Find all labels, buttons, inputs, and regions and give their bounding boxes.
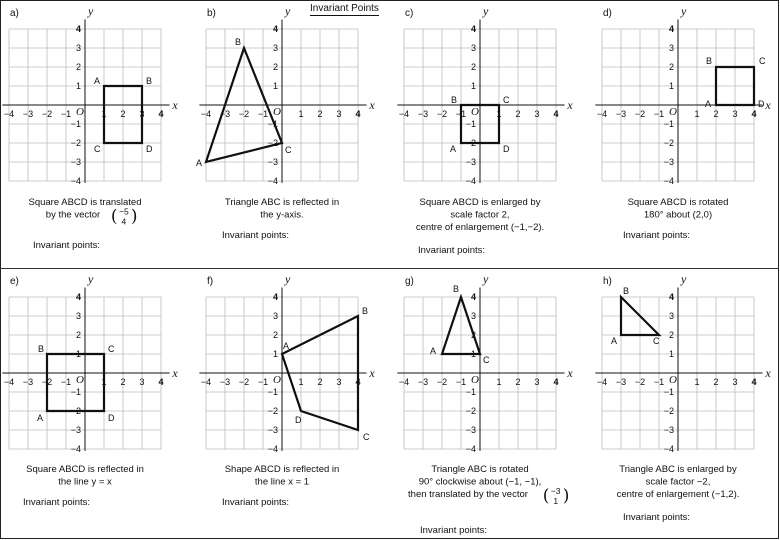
panel-letter: e) [10,276,19,287]
y-tick-label: 2 [668,62,674,72]
description-line: 90° clockwise about (−1, −1), [418,476,542,488]
vertex-label-c: C [483,355,490,365]
y-tick-label: −1 [267,119,278,129]
x-tick-label: −1 [257,109,269,119]
invariant-points-prompt: Invariant points: [420,525,488,536]
y-tick-label: −2 [70,406,81,416]
vertex-label-b: B [146,76,153,86]
y-tick-label: −2 [267,406,278,416]
y-axis-label: y [285,3,291,18]
worksheet-title: Invariant Points [310,3,379,14]
vertex-label-b: B [362,306,369,316]
origin-label: O [669,106,677,118]
x-tick-label: −2 [41,377,53,387]
origin-label: O [273,374,281,386]
vertex-label-a: A [705,99,712,109]
x-tick-label: 4 [355,377,361,387]
vertex-label-b: B [451,95,458,105]
y-tick-label: −1 [465,387,476,397]
y-tick-label: −4 [267,444,278,454]
y-tick-label: 1 [272,349,278,359]
x-tick-label: −2 [634,109,646,119]
invariant-points-prompt: Invariant points: [222,230,290,241]
y-tick-label: 1 [470,81,476,91]
y-tick-label: 4 [668,292,674,302]
vector-bracket-right: ) [562,486,570,506]
y-tick-label: −2 [663,406,674,416]
y-tick-label: −3 [663,157,674,167]
y-tick-label: −4 [267,176,278,186]
invariant-points-prompt: Invariant points: [23,497,91,508]
x-tick-label: 2 [120,109,126,119]
x-tick-label: −2 [634,377,646,387]
x-tick-label: −3 [22,377,34,387]
x-tick-label: 3 [732,377,738,387]
y-tick-label: 4 [272,292,278,302]
x-tick-label: 1 [101,377,107,387]
y-tick-label: −3 [663,425,674,435]
y-tick-label: 2 [668,330,674,340]
y-tick-label: 3 [75,311,81,321]
description-line: then translated by the vector [408,489,528,500]
x-axis-label: x [172,98,178,112]
x-tick-label: 3 [534,109,540,119]
y-tick-label: −1 [70,119,81,129]
x-tick-label: −4 [3,377,15,387]
vertex-label-b: B [235,37,242,47]
y-tick-label: 1 [75,349,81,359]
y-tick-label: −3 [70,425,81,435]
vertex-label-d: D [295,415,302,425]
x-tick-label: −4 [596,377,608,387]
y-tick-label: 2 [272,62,278,72]
x-axis-label: x [765,98,771,112]
panel-letter: b) [207,8,216,19]
y-tick-label: 3 [668,311,674,321]
x-tick-label: 2 [713,109,719,119]
y-tick-label: 2 [470,62,476,72]
y-tick-label: 3 [75,43,81,53]
y-tick-label: −2 [663,138,674,148]
y-tick-label: 4 [668,24,674,34]
vertex-label-c: C [285,145,292,155]
y-tick-label: 1 [75,81,81,91]
x-tick-label: 3 [139,377,145,387]
invariant-points-prompt: Invariant points: [623,230,691,241]
description-line: the y-axis. [260,209,304,221]
x-tick-label: −1 [455,109,467,119]
panel-b [196,4,375,241]
x-tick-label: −1 [60,109,72,119]
vertex-label-c: C [94,144,101,154]
y-tick-label: −3 [70,157,81,167]
x-tick-label: 3 [534,377,540,387]
x-axis-label: x [172,366,178,380]
y-tick-label: −3 [267,425,278,435]
x-tick-label: −1 [653,109,665,119]
x-tick-label: −1 [257,377,269,387]
panel-letter: a) [10,8,19,19]
x-tick-label: 4 [553,377,559,387]
x-tick-label: −4 [398,109,410,119]
y-tick-label: 3 [470,43,476,53]
vertex-label-a: A [196,158,203,168]
y-tick-label: −3 [267,157,278,167]
vector-top: −3 [550,486,561,496]
x-tick-label: −2 [436,109,448,119]
invariant-points-prompt: Invariant points: [623,512,691,523]
description-line: scale factor −2, [645,476,711,488]
x-axis-label: x [567,366,573,380]
x-tick-label: 1 [298,109,304,119]
x-tick-label: 4 [158,377,164,387]
x-tick-label: 3 [139,109,145,119]
description-line: Square ABCD is reflected in [26,464,144,475]
panel-letter: c) [405,8,414,19]
x-tick-label: 4 [355,109,361,119]
x-tick-label: −3 [219,377,231,387]
y-tick-label: 4 [470,24,476,34]
y-tick-label: 1 [470,349,476,359]
x-tick-label: −4 [3,109,15,119]
vector-bracket-right: ) [130,206,138,227]
panel-g [397,272,573,536]
y-axis-label: y [681,3,687,18]
vector-bottom: 4 [121,216,127,227]
y-tick-label: −1 [663,387,674,397]
x-axis-label: x [369,366,375,380]
y-tick-label: −3 [465,157,476,167]
y-tick-label: −4 [70,444,81,454]
x-tick-label: 1 [298,377,304,387]
x-tick-label: 3 [336,377,342,387]
y-tick-label: 4 [470,292,476,302]
x-tick-label: 2 [515,377,521,387]
x-tick-label: −3 [615,109,627,119]
description-line: Shape ABCD is reflected in [224,464,340,475]
vertex-label-d: D [503,144,510,154]
vertex-label-a: A [450,144,457,154]
x-tick-label: 1 [101,109,107,119]
vector-bottom: 1 [553,496,559,506]
y-axis-label: y [88,271,94,286]
y-tick-label: −2 [267,138,278,148]
y-tick-label: −4 [663,176,674,186]
y-axis-label: y [681,271,687,286]
y-tick-label: −4 [465,444,476,454]
panel-c [397,4,573,256]
origin-label: O [273,106,281,118]
description-line: Triangle ABC is reflected in [224,197,340,208]
x-tick-label: 2 [317,377,323,387]
y-tick-label: 1 [668,349,674,359]
origin-label: O [669,374,677,386]
vertex-label-d: D [108,413,115,423]
x-tick-label: 1 [694,109,700,119]
vertex-label-c: C [108,344,115,354]
x-tick-label: 3 [336,109,342,119]
x-tick-label: 2 [713,377,719,387]
x-tick-label: −1 [455,377,467,387]
invariant-points-prompt: Invariant points: [222,497,290,508]
vector-bracket-left: ( [542,486,550,506]
y-tick-label: 3 [668,43,674,53]
description-line: Square ABCD is enlarged by [419,197,541,208]
panel-h [595,272,771,523]
vertex-label-c: C [653,336,660,346]
y-tick-label: 2 [75,62,81,72]
panel-a [2,4,178,251]
y-axis-label: y [88,3,94,18]
x-tick-label: 2 [317,109,323,119]
y-axis-label: y [483,271,489,286]
x-tick-label: 3 [732,109,738,119]
vertex-label-b: B [38,344,45,354]
y-tick-label: −2 [70,138,81,148]
x-tick-label: −3 [615,377,627,387]
y-tick-label: 3 [470,311,476,321]
y-tick-label: −1 [70,387,81,397]
x-tick-label: 4 [553,109,559,119]
description-line: by the vector [45,209,101,221]
y-axis-label: y [285,271,291,286]
panel-e [2,272,178,508]
origin-label: O [76,106,84,118]
panel-letter: g) [405,276,414,287]
vector-bracket-left: ( [110,206,118,227]
x-tick-label: −2 [238,109,250,119]
panel-f [199,272,375,508]
y-tick-label: 4 [75,292,81,302]
description-line: Triangle ABC is enlarged by [619,464,737,475]
vertex-label-a: A [611,336,618,346]
x-tick-label: −2 [436,377,448,387]
x-tick-label: 4 [158,109,164,119]
y-tick-label: 2 [272,330,278,340]
vertex-label-a: A [37,413,44,423]
x-tick-label: −4 [200,377,212,387]
vertex-label-a: A [430,346,437,356]
y-tick-label: 2 [75,330,81,340]
x-tick-label: 2 [515,109,521,119]
y-tick-label: −4 [465,176,476,186]
x-tick-label: −4 [200,109,212,119]
vertex-label-b: B [623,286,630,296]
y-tick-label: 2 [470,330,476,340]
x-tick-label: 1 [694,377,700,387]
y-tick-label: −3 [465,425,476,435]
vertex-label-d: D [758,99,765,109]
x-axis-label: x [369,98,375,112]
description-line: scale factor 2, [450,209,510,221]
origin-label: O [76,374,84,386]
x-tick-label: 1 [496,109,502,119]
x-tick-label: −1 [653,377,665,387]
y-tick-label: 3 [272,43,278,53]
x-tick-label: 1 [496,377,502,387]
x-axis-label: x [765,366,771,380]
y-tick-label: −1 [465,119,476,129]
vertex-label-c: C [363,432,370,442]
description-line: Square ABCD is translated [28,197,142,208]
panel-d [595,4,771,241]
y-tick-label: −2 [465,138,476,148]
origin-label: O [471,374,479,386]
x-tick-label: −3 [219,109,231,119]
invariant-points-prompt: Invariant points: [33,240,101,251]
y-tick-label: 4 [272,24,278,34]
y-tick-label: −2 [465,406,476,416]
description-line: centre of enlargement (−1,2). [616,489,740,500]
y-tick-label: −4 [70,176,81,186]
y-tick-label: 3 [272,311,278,321]
vector-top: −5 [119,206,129,217]
y-tick-label: 1 [272,81,278,91]
panel-letter: f) [207,276,214,287]
y-tick-label: 4 [75,24,81,34]
origin-label: O [471,106,479,118]
y-tick-label: −1 [663,119,674,129]
description-line: centre of enlargement (−1,−2). [415,222,545,233]
vertex-label-c: C [503,95,510,105]
x-tick-label: −2 [238,377,250,387]
y-tick-label: −4 [663,444,674,454]
y-tick-label: −1 [267,387,278,397]
description-line: Triangle ABC is rotated [431,464,529,475]
description-line: 180° about (2,0) [643,209,713,221]
description-line: Square ABCD is rotated [627,197,729,208]
x-tick-label: 2 [120,377,126,387]
vertex-label-c: C [759,56,766,66]
vertex-label-b: B [453,284,460,294]
x-tick-label: −4 [596,109,608,119]
vertex-label-a: A [94,76,101,86]
panel-letter: d) [603,8,612,19]
x-axis-label: x [567,98,573,112]
vertex-label-d: D [146,144,153,154]
x-tick-label: 4 [751,109,757,119]
description-line: the line y = x [58,476,112,488]
y-tick-label: 1 [668,81,674,91]
description-line: the line x = 1 [254,476,310,488]
x-tick-label: −3 [417,377,429,387]
invariant-points-prompt: Invariant points: [418,245,486,256]
x-tick-label: −4 [398,377,410,387]
x-tick-label: −3 [417,109,429,119]
y-axis-label: y [483,3,489,18]
x-tick-label: 4 [751,377,757,387]
x-tick-label: −2 [41,109,53,119]
panel-letter: h) [603,276,612,287]
x-tick-label: −3 [22,109,34,119]
vertex-label-a: A [283,341,290,351]
vertex-label-b: B [706,56,713,66]
x-tick-label: −1 [60,377,72,387]
